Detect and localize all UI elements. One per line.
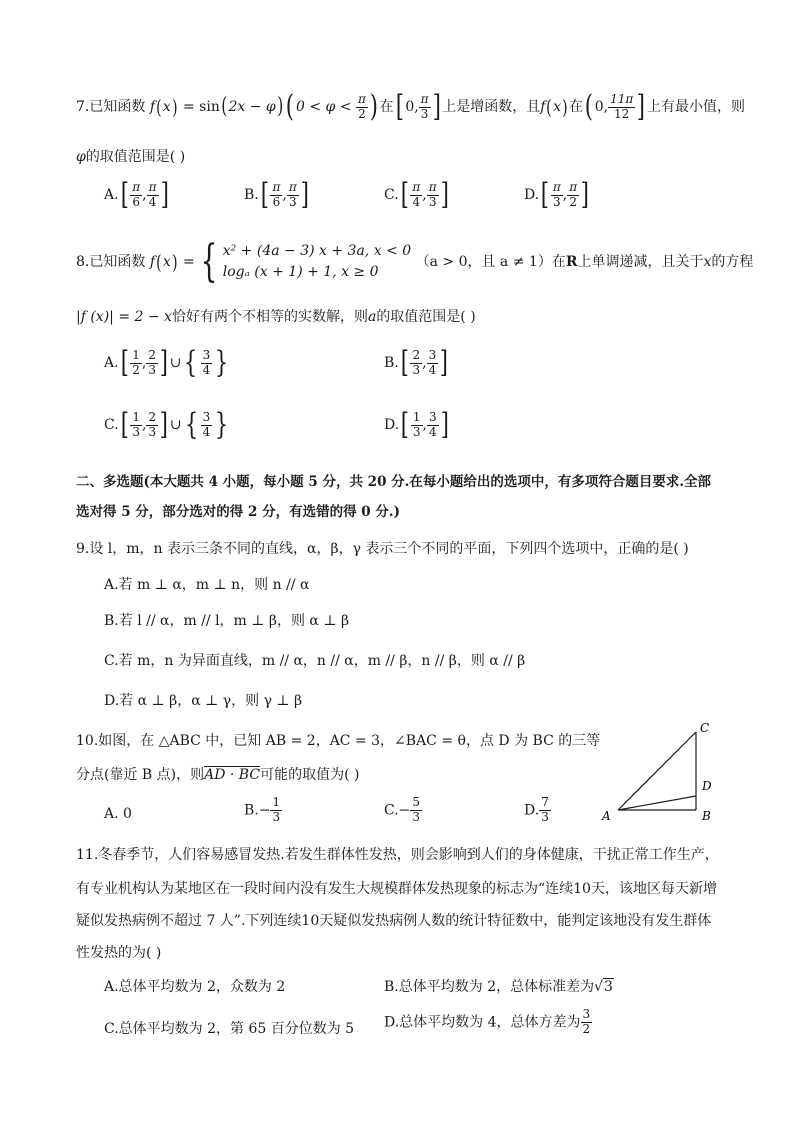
- section-2-header-line2: 选对得 5 分，部分选对的得 2 分，有选错的得 0 分.): [76, 504, 400, 520]
- q10-stem-line2: 分点(靠近 B 点)，则AD · BC可能的取值为( ): [76, 767, 360, 783]
- label-a: A: [602, 809, 611, 823]
- q7-stem-line1: 7.已知函数 f(x) = sin(2x − φ) ( 0 < φ < $\frac{\pi}{2}$ ) 在[ 0, $\frac{\pi}{3}$ ] 上是增函数，且f(x)在( 0, $\frac{11\pi}{12}$ ] 上有最小值，则: [76, 89, 745, 124]
- q7-option-b[interactable]: B.[ $\frac{\pi}{6}$ , $\frac{\pi}{3}$ ]: [244, 177, 309, 212]
- q11-option-a[interactable]: A.总体平均数为 2，众数为 2: [104, 979, 286, 995]
- q11-stem-line4: 性发热的为( ): [76, 945, 162, 961]
- label-b: B: [702, 809, 711, 823]
- q10-option-a[interactable]: A. 0: [104, 806, 132, 822]
- q8-stem-line1: 8.已知函数 f(x) = { x² + (4a − 3) x + 3a, x < 0 logₐ (x + 1) + 1, x ≥ 0 （a > 0，且 a ≠ 1）在R上单调递减，且关于x的方程: [76, 236, 754, 287]
- q8-option-c[interactable]: C.[ $\frac{1}{3}$ , $\frac{2}{3}$ ] ∪{ $\frac{3}{4}$ }: [104, 407, 229, 442]
- q10-option-b[interactable]: B.− $\frac{1}{3}$: [244, 795, 281, 824]
- section-2-header-line1: 二、多选题(本大题共 4 小题，每小题 5 分，共 20 分.在每小题给出的选项中，有多项符合题目要求.全部: [76, 474, 712, 490]
- q10-option-d[interactable]: D. $\frac{7}{3}$: [524, 795, 549, 824]
- q10-stem-line1: 10.如图，在 △ABC 中，已知 AB = 2，AC = 3，∠BAC = θ，点 D 为 BC 的三等: [76, 733, 601, 749]
- q11-stem-line2: 有专业机构认为某地区在一段时间内没有发生大规模群体发热现象的标志为“连续10天，该地区每天新增: [76, 881, 717, 897]
- triangle-figure: [596, 716, 726, 826]
- q8-option-a[interactable]: A.[ $\frac{1}{2}$ , $\frac{2}{3}$ ] ∪{ $\frac{3}{4}$ }: [104, 345, 229, 380]
- q9-option-c[interactable]: C.若 m，n 为异面直线，m // α，n // α，m // β，n // β，则 α // β: [104, 653, 526, 669]
- q9-stem: 9.设 l，m，n 表示三条不同的直线，α，β，γ 表示三个不同的平面，下列四个选项中，正确的是( ): [76, 541, 689, 557]
- q7-option-d[interactable]: D.[ $\frac{\pi}{3}$ , $\frac{\pi}{2}$ ]: [524, 177, 590, 212]
- q11-option-d[interactable]: D.总体平均数为 4，总体方差为 $\frac{3}{2}$: [384, 1007, 591, 1036]
- label-c: C: [700, 721, 710, 735]
- q8-stem-line2: |f (x)| = 2 − x恰好有两个不相等的实数解，则a的取值范围是( ): [76, 309, 476, 325]
- q8-option-d[interactable]: D.[ $\frac{1}{3}$ , $\frac{3}{4}$ ]: [384, 407, 449, 442]
- q9-option-b[interactable]: B.若 l // α，m // l，m ⊥ β，则 α ⊥ β: [104, 613, 350, 629]
- q9-option-a[interactable]: A.若 m ⊥ α，m ⊥ n，则 n // α: [104, 577, 310, 593]
- q9-option-d[interactable]: D.若 α ⊥ β，α ⊥ γ，则 γ ⊥ β: [104, 693, 303, 709]
- q7-option-c[interactable]: C.[ $\frac{\pi}{4}$ , $\frac{\pi}{3}$ ]: [384, 177, 449, 212]
- q8-option-b[interactable]: B.[ $\frac{2}{3}$ , $\frac{3}{4}$ ]: [384, 345, 449, 380]
- q11-stem-line3: 疑似发热病例不超过 7 人”.下列连续10天疑似发热病例人数的统计特征数中，能判定该地没有发生群体: [76, 913, 712, 929]
- q7-stem-line2: φ的取值范围是( ): [76, 149, 186, 165]
- q11-option-b[interactable]: B.总体平均数为 2，总体标准差为√3: [384, 979, 613, 995]
- q11-option-c[interactable]: C.总体平均数为 2，第 65 百分位数为 5: [104, 1021, 355, 1037]
- label-d: D: [702, 779, 712, 793]
- q7-option-a[interactable]: A.[ $\frac{\pi}{6}$ , $\frac{\pi}{4}$ ]: [104, 177, 169, 212]
- q11-stem-line1: 11.冬春季节，人们容易感冒发热.若发生群体性发热，则会影响到人们的身体健康，干扰正常工作生产，: [76, 847, 719, 863]
- q10-option-c[interactable]: C.− $\frac{5}{3}$: [384, 795, 421, 824]
